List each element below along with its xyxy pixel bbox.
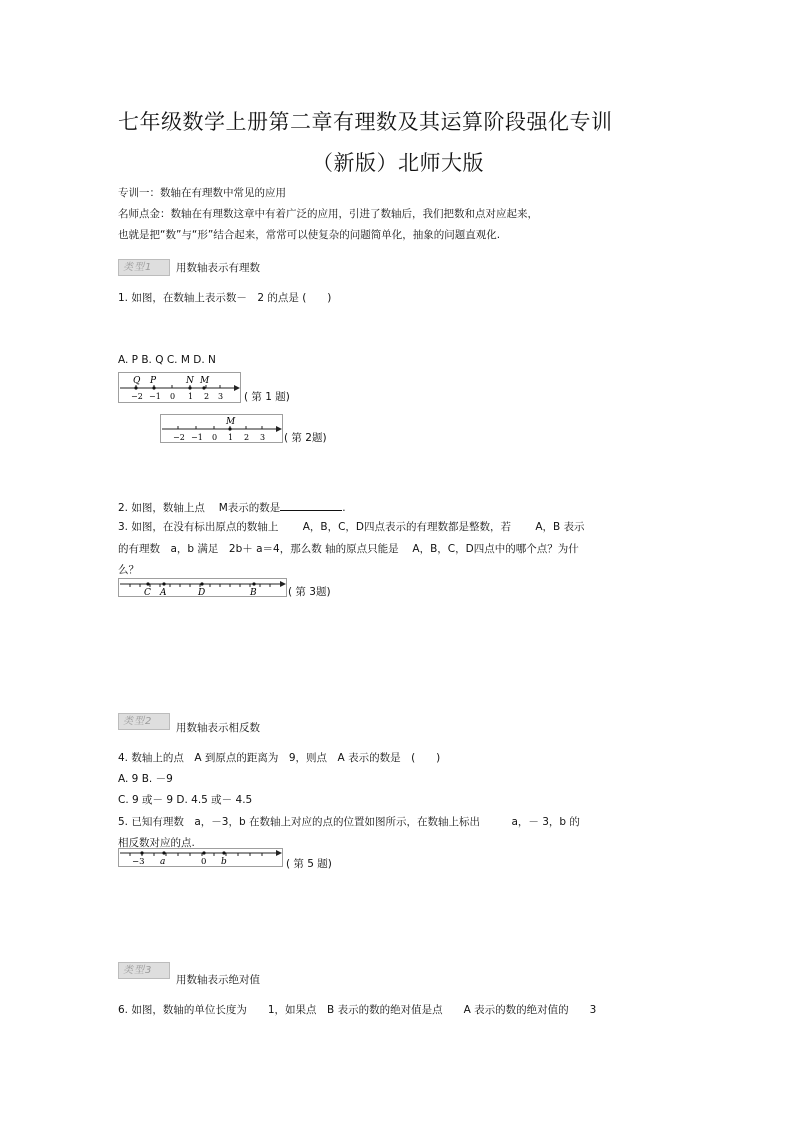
point-p: [152, 386, 155, 389]
type-badge-1: 类型1: [118, 259, 170, 276]
label-p: P: [150, 376, 157, 386]
figure-3-caption: ( 第 3题): [288, 586, 331, 598]
answer-blank[interactable]: [280, 500, 342, 511]
figure-3-number-line: [118, 578, 290, 598]
point-q: [134, 386, 137, 389]
figure-1-number-line: [118, 372, 244, 404]
tick-label: 2: [244, 433, 250, 442]
label-m: M: [200, 376, 210, 386]
question-1-options: A. P B. Q C. M D. N: [118, 354, 216, 366]
point-n: [188, 386, 191, 389]
question-6: 6. 如图，数轴的单位长度为 1，如果点 B 表示的数的绝对值是点 A 表示的数的绝对值的 3: [118, 1004, 597, 1016]
label-a: A: [160, 588, 167, 598]
question-4: 4. 数轴上的点 A 到原点的距离为 9，则点 A 表示的数是 ( ): [118, 752, 441, 764]
figure-5-number-line: [118, 848, 286, 868]
point-a: [162, 851, 165, 854]
label-n: N: [186, 376, 194, 386]
label-c: C: [144, 588, 151, 598]
type-badge-2: 类型2: [118, 713, 170, 730]
point-b: [222, 851, 225, 854]
label-zero: 0: [201, 857, 207, 867]
label-d: D: [198, 588, 206, 598]
page-title: 七年级数学上册第二章有理数及其运算阶段强化专训: [118, 110, 613, 134]
tick-label: 3: [260, 433, 266, 442]
question-2-end: .: [342, 502, 346, 514]
tick-label: −2: [173, 433, 185, 442]
page-subtitle: （新版）北师大版: [312, 151, 484, 175]
figure-2-number-line: [160, 414, 284, 444]
tick-label: 2: [204, 392, 210, 401]
question-5-line-2: 相反数对应的点.: [118, 837, 195, 849]
figure-5-caption: ( 第 5 题): [286, 858, 332, 870]
type-label-3: 用数轴表示绝对值: [176, 974, 260, 986]
question-3-line-2: 的有理数 a，b 满足 2b＋ a＝4，那么数 轴的原点只能是 A，B，C，D四点中的哪个点？为什: [118, 543, 579, 555]
section-heading: 专训一：数轴在有理数中常见的应用: [118, 187, 286, 199]
tick-label: 1: [188, 392, 194, 401]
question-2-text: 2. 如图，数轴上点 M表示的数是: [118, 502, 281, 514]
label-a: a: [160, 857, 166, 867]
point-m: [228, 427, 231, 430]
point-m: [202, 386, 205, 389]
point-zero: [202, 851, 205, 854]
point-neg3: [140, 851, 143, 854]
tick-label: −1: [191, 433, 203, 442]
point-a: [162, 582, 165, 585]
point-c: [146, 582, 149, 585]
tick-label: −1: [149, 392, 161, 401]
tick-label: 3: [218, 392, 224, 401]
label-b: b: [221, 857, 227, 867]
type-badge-3: 类型3: [118, 962, 170, 979]
tick-label: 1: [228, 433, 234, 442]
tick-label: 0: [212, 433, 218, 442]
question-5-line-1: 5. 已知有理数 a，－3，b 在数轴上对应的点的位置如图所示，在数轴上标出 a，－ 3，b 的: [118, 816, 580, 828]
tick-label: −2: [131, 392, 143, 401]
figure-2-caption: ( 第 2题): [284, 432, 327, 444]
question-1: 1. 如图，在数轴上表示数－ 2 的点是 ( ): [118, 292, 332, 304]
intro-line-1: 名师点金：数轴在有理数这章中有着广泛的应用，引进了数轴后，我们把数和点对应起来，: [118, 208, 538, 220]
label-neg3: −3: [132, 857, 145, 867]
intro-line-2: 也就是把“数”与“形”结合起来，常常可以使复杂的问题简单化，抽象的问题直观化.: [118, 229, 501, 241]
question-4-options-1: A. 9 B. －9: [118, 773, 173, 785]
label-m: M: [226, 417, 236, 427]
type-label-2: 用数轴表示相反数: [176, 722, 260, 734]
point-b: [252, 582, 255, 585]
figure-1-caption: ( 第 1 题): [244, 391, 290, 403]
question-3-line-1: 3. 如图，在没有标出原点的数轴上 A，B，C，D四点表示的有理数都是整数，若 A，B 表示: [118, 521, 585, 533]
question-2: [118, 500, 346, 515]
tick-label: 0: [170, 392, 176, 401]
label-b: B: [250, 588, 257, 598]
question-4-options-2: C. 9 或－ 9 D. 4.5 或－ 4.5: [118, 794, 253, 806]
label-q: Q: [133, 376, 141, 386]
point-d: [200, 582, 203, 585]
type-label-1: 用数轴表示有理数: [176, 262, 260, 274]
question-3-line-3: 么？: [118, 564, 139, 576]
